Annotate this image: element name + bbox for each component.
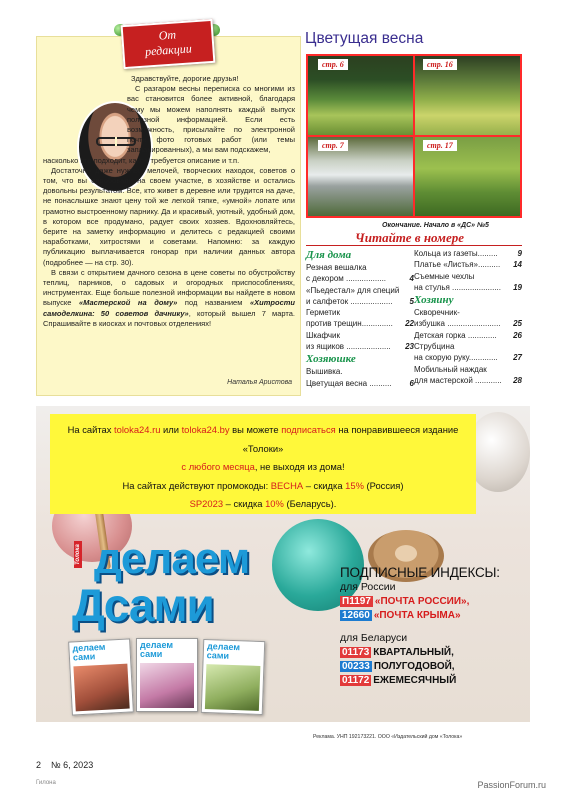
editor-signature: Наталья Аристова [227,379,292,386]
contents-entry [414,341,522,364]
logo-brand: Толока [74,541,82,568]
contents-entry [306,307,414,330]
contents-section-heading: Хозяину [414,294,454,307]
editor-badge-line-2: редакции [144,41,193,59]
promo-line-2 [50,458,476,477]
tile-page-label: стр. 6 [318,59,348,70]
contents-entry-page: 14 [513,260,522,270]
editor-letter-text [43,74,295,329]
promo-line-4 [50,495,476,514]
subscription-channel: «ПОЧТА РОССИИ», [374,596,470,607]
contents-entry-page: 25 [513,319,522,329]
subscription-code: 01172 [342,675,370,686]
contents-entry [414,271,522,294]
contents-entry-title: Вышивка. Цветущая весна .......... [306,367,392,388]
p3-start: В связи с открытием дачного сезона в цене советы по обустройству теплиц, парников, о садовых и огородных приспособлениях, инструментах. Еще больше полезной информации вы найдете в новом выпуске [43,267,295,308]
promo-text: на понравившееся издание «Толоки» [242,424,459,454]
contents-entry [414,330,522,341]
contents-entry-title: Герметик против трещин.............. [306,308,393,329]
letter-paragraph-3 [43,268,295,329]
p3-mid: под названием [177,298,250,308]
promo-banner [50,414,476,514]
letter-paragraph-1 [127,84,295,155]
cover-image [140,663,194,708]
cover-image [205,664,261,711]
promo-text: или [160,424,182,435]
subscription-code: 00233 [342,661,370,672]
promo-discount: 15% [345,479,364,491]
site-watermark: PassionForum.ru [477,780,546,790]
artwork-tile [308,137,413,216]
promo-discount: 10% [265,498,284,510]
subs-russia-list [340,596,530,621]
editor-badge-line-1: От [158,27,177,43]
contents-entry-page: 19 [513,282,522,292]
magazine-covers [70,638,266,698]
contents-entry-title: Съемные чехлы на стулья ...................... [414,271,501,292]
contents-entry-page: 22 [405,319,414,329]
cover-image [73,664,129,712]
contents-entry-page: 27 [513,353,522,363]
contents-entry [306,285,414,308]
promo-link-ru[interactable]: toloka24.ru [114,424,161,435]
magazine-logo [72,536,272,630]
promo-highlight: с любого месяца [181,461,255,473]
contents-entry-title: Шкафчик из ящиков .................... [306,330,391,352]
subscription-index-row [340,675,530,686]
subs-title: ПОДПИСНЫЕ ИНДЕКСЫ: [340,565,500,580]
promo-text: , не выходя из дома! [254,461,345,473]
subscription-channel: ЕЖЕМЕСЯЧНЫЙ [373,675,457,686]
contents-entry-page: 26 [513,330,522,340]
ad-disclaimer: Реклама. УНП 192173221. ООО «Издательский дом «Толока» [313,734,463,740]
subscription-index-row [340,661,530,672]
cover-title: делаем сами [72,641,106,663]
promo-text: (Беларусь). [283,498,337,510]
editor-letter-box [36,36,301,396]
contents-entry-title: Скворечник- избушка ........................ [414,308,501,329]
promo-highlight: подписаться [281,424,336,435]
subscription-index-row [340,610,530,621]
letter-greeting: Здравствуйте, дорогие друзья! [131,74,239,83]
subs-gap [340,621,530,631]
subs-region-russia: для России [340,581,396,593]
contents-right-column [414,248,522,386]
contents-entry-title: «Пьедестал» для специй и салфеток ................... [306,285,400,306]
p3-bold-workshop: «Мастерской на дому» [79,298,178,308]
subscription-code: 01173 [342,647,370,658]
contents-entry-title: Платье «Листья».......... [414,260,501,270]
p3-end: , который вышел 7 марта. Спрашивайте в киосках и почтовых отделениях! [43,308,295,328]
logo-line-1: делаем [94,534,250,583]
letter-paragraph-1-tail: насколько это подходит, какое требуется описание и т.п. [43,155,240,165]
artwork-tile [308,56,413,135]
letter-paragraph-1-head: С разгаром весны переписка со многими из вас становится более активной, благодаря чему мы можем наполнять каждый выпуск полезной информацией. Если есть возможность, присылайте по электронной почте фото готовых работ (или темы запланированных), а мы вам подскажем, [127,84,295,155]
promo-code-ru: ВЕСНА [268,479,304,491]
p3-bold-tricks: «Хитрости самоделкина: 50 советов дачнику» [43,298,295,318]
continuation-note: Окончание. Начало в «ДС» №5 [382,222,489,229]
embroidery-artwork-grid [306,54,522,218]
subscription-index-row [340,647,530,658]
page-footer [36,760,93,770]
promo-text: На сайтах [67,424,115,435]
contents-entry-page: 6 [409,378,414,388]
subscription-promo [36,406,530,722]
tile-page-label: стр. 7 [318,140,348,151]
footer-subtext: Гилона [36,780,56,786]
contents-entry-title: Детская горка ............. [414,330,497,340]
magazine-cover [201,639,266,715]
artwork-tile [415,137,520,216]
editor-badge [121,19,216,69]
promo-text: (Россия) [363,479,404,491]
promo-link-by[interactable]: toloka24.by [181,424,230,435]
promo-text: – скидка [303,479,346,491]
promo-text: – скидка [223,498,266,510]
contents-left-column [306,248,414,389]
magazine-cover [136,638,198,712]
artwork-tile [415,56,520,135]
issue-number: № 6, 2023 [51,760,94,770]
magazine-cover [68,638,134,715]
contents-entry [306,366,414,389]
tile-page-label: стр. 16 [423,59,457,70]
subscription-code: П1197 [342,596,371,607]
contents-entry-title: Резная вешалка с декором .................. [306,263,387,284]
contents-section-heading: Для дома [306,249,352,261]
promo-text: На сайтах действуют промокоды: [122,479,269,491]
contents-entry [414,307,522,330]
subs-belarus-list [340,647,530,686]
contents-entry-page: 28 [513,375,522,385]
contents-entry [414,259,522,270]
subscription-channel: КВАРТАЛЬНЫЙ, [373,647,454,658]
subscription-channel: «ПОЧТА КРЫМА» [373,610,461,621]
logo-line-2: Дсами [72,579,214,631]
contents-entry-title: Струбцина на скорую руку............. [414,342,498,363]
contents-entry-page: 5 [409,296,414,306]
promo-line-3 [50,477,476,496]
contents-entry-title: Мобильный наждак для мастерской ............ [414,364,502,385]
contents-entry [306,330,414,353]
letter-paragraph-2: Достаточно даже нужных мелочей, творческих находок, советов о том, что вы опробовали на своем участке, в хозяйстве и остались довольны результатом. Все, кто живет в деревне или трудится на даче, не понаслышке знают цену той же легкой тяпке, «умной» лопате или грамотно выстроенному парнику. Да и красивый, уютный, удобный дом, в котором все продумано, радует своих хозяев. Вдохновляйтесь, берите на заметку информацию и делитесь с редакцией своими наработками, хитростями и советами. Напомню: за каждую публикацию выплачивается гонорар при наличии данных автора (подробнее — на стр. 30). [43,165,295,267]
subs-region-belarus: для Беларуси [340,632,408,644]
contents-entry-page: 4 [409,274,414,284]
page-number: 2 [36,760,42,770]
subscription-indexes [340,565,530,686]
subscription-code: 12660 [342,610,370,621]
contents-entry [306,262,414,285]
contents-section-heading: Хозяюшке [306,353,356,366]
subscription-channel: ПОЛУГОДОВОЙ, [373,661,455,672]
contents-divider [306,245,522,246]
artwork-title: Цветущая весна [305,30,424,47]
contents-entry-title: Кольца из газеты......... [414,249,498,258]
contents-entry [414,364,522,387]
promo-code-by: SP2023 [189,498,224,510]
cover-title: делаем сами [140,640,173,659]
cover-title: делаем сами [206,641,241,661]
promo-line-1 [50,421,476,458]
contents-entry-page: 9 [517,249,522,258]
contents-title: Читайте в номере [355,230,464,245]
tile-page-label: стр. 17 [423,140,457,151]
contents-entry [414,248,522,259]
subscription-index-row [340,596,530,607]
contents-entry-page: 23 [405,342,414,352]
promo-text: вы можете [229,424,282,435]
